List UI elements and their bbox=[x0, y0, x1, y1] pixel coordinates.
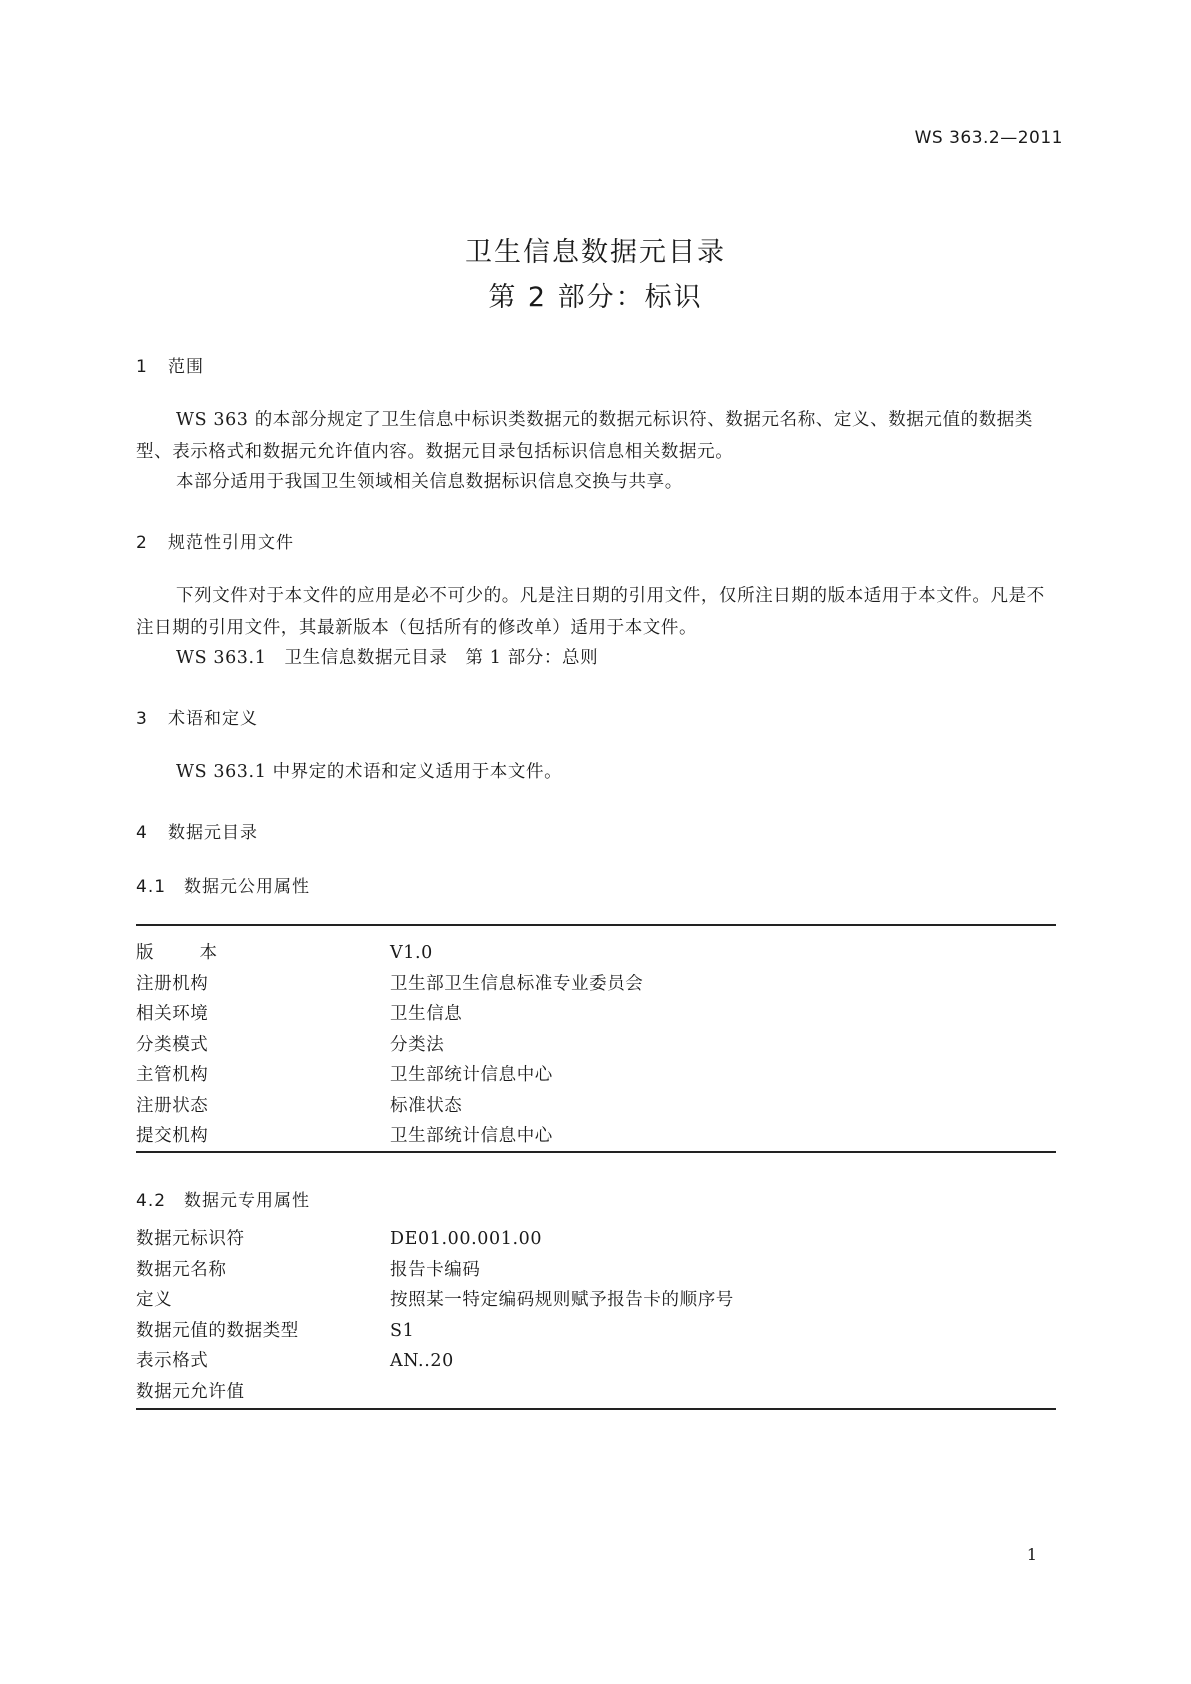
section-title: 范围 bbox=[168, 357, 204, 377]
table-top-rule bbox=[136, 924, 1056, 926]
table-row bbox=[136, 1224, 1056, 1255]
table-row bbox=[136, 1121, 1056, 1152]
attribute-value: 标准状态 bbox=[390, 1095, 463, 1116]
section-number: 3 bbox=[136, 709, 148, 729]
attribute-value: 报告卡编码 bbox=[390, 1259, 481, 1280]
table-row bbox=[136, 1060, 1056, 1091]
attribute-value: 卫生部统计信息中心 bbox=[390, 1065, 553, 1085]
section-1-paragraph-1: WS 363 的本部分规定了卫生信息中标识类数据元的数据元标识符、数据元名称、定义、数据元值的数据类型、表示格式和数据元允许值内容。数据元目录包括标识信息相关数据元。 bbox=[136, 410, 1033, 462]
section-4-2-heading bbox=[136, 1186, 310, 1211]
section-title: 数据元公用属性 bbox=[184, 877, 310, 897]
table-bottom-rule bbox=[136, 1151, 1056, 1153]
document-subtitle: 第 2 部分：标识 bbox=[488, 282, 703, 313]
section-4-1-heading bbox=[136, 872, 310, 897]
table-row bbox=[136, 1285, 1056, 1316]
attribute-key: 表示格式 bbox=[136, 1351, 209, 1371]
section-title: 数据元目录 bbox=[168, 823, 258, 843]
attribute-value: V1.0 bbox=[390, 943, 433, 963]
attribute-key: 主管机构 bbox=[136, 1065, 209, 1085]
attribute-key: 版本 bbox=[136, 943, 263, 963]
table-row bbox=[136, 1091, 1056, 1122]
section-1-paragraph-2: 本部分适用于我国卫生领域相关信息数据标识信息交换与共享。 bbox=[176, 472, 683, 492]
attribute-key: 数据元标识符 bbox=[136, 1229, 245, 1249]
table-row bbox=[136, 1377, 1056, 1408]
attribute-key: 提交机构 bbox=[136, 1126, 209, 1146]
attribute-key: 注册机构 bbox=[136, 973, 209, 994]
table-row bbox=[136, 969, 1056, 1000]
table-row bbox=[136, 1346, 1056, 1377]
document-title: 卫生信息数据元目录 bbox=[465, 237, 726, 268]
attribute-key: 定义 bbox=[136, 1290, 173, 1310]
common-attributes-table bbox=[136, 938, 1056, 1152]
attribute-value: 卫生部统计信息中心 bbox=[390, 1126, 553, 1146]
specific-attributes-table bbox=[136, 1224, 1056, 1407]
attribute-value: DE01.00.001.00 bbox=[390, 1229, 543, 1249]
attribute-value bbox=[390, 1377, 1056, 1408]
section-3-heading bbox=[136, 704, 258, 729]
page-number: 1 bbox=[1026, 1545, 1037, 1564]
section-number: 1 bbox=[136, 357, 148, 377]
table-row bbox=[136, 938, 1056, 969]
attribute-value: S1 bbox=[390, 1320, 415, 1341]
attribute-key: 相关环境 bbox=[136, 1004, 209, 1024]
section-number: 4.2 bbox=[136, 1191, 167, 1211]
section-title: 数据元专用属性 bbox=[184, 1191, 310, 1211]
attribute-key: 数据元名称 bbox=[136, 1259, 227, 1280]
section-number: 4 bbox=[136, 823, 148, 843]
section-number: 4.1 bbox=[136, 877, 167, 897]
section-2-paragraph-1: 下列文件对于本文件的应用是必不可少的。凡是注日期的引用文件，仅所注日期的版本适用于本文件。凡是不注日期的引用文件，其最新版本（包括所有的修改单）适用于本文件。 bbox=[136, 586, 1045, 638]
document-number: WS 363.2—2011 bbox=[914, 128, 1063, 148]
section-4-heading bbox=[136, 818, 258, 843]
section-1-heading bbox=[136, 352, 204, 377]
attribute-key: 数据元允许值 bbox=[136, 1381, 245, 1402]
section-title: 规范性引用文件 bbox=[168, 533, 294, 553]
attribute-value: 分类法 bbox=[390, 1034, 445, 1055]
attribute-key: 数据元值的数据类型 bbox=[136, 1320, 299, 1341]
attribute-key: 分类模式 bbox=[136, 1034, 209, 1055]
section-3-paragraph-1: WS 363.1 中界定的术语和定义适用于本文件。 bbox=[176, 762, 563, 782]
table-row bbox=[136, 1316, 1056, 1347]
attribute-key: 注册状态 bbox=[136, 1095, 209, 1116]
section-2-heading bbox=[136, 528, 294, 553]
attribute-value: 卫生信息 bbox=[390, 1004, 463, 1024]
section-2-reference: WS 363.1 卫生信息数据元目录 第 1 部分：总则 bbox=[176, 648, 599, 668]
table-row bbox=[136, 1255, 1056, 1286]
table-bottom-rule bbox=[136, 1408, 1056, 1410]
attribute-value: AN..20 bbox=[390, 1351, 454, 1371]
attribute-value: 卫生部卫生信息标准专业委员会 bbox=[390, 973, 644, 994]
section-number: 2 bbox=[136, 533, 148, 553]
table-row bbox=[136, 999, 1056, 1030]
attribute-value: 按照某一特定编码规则赋予报告卡的顺序号 bbox=[390, 1290, 734, 1310]
section-title: 术语和定义 bbox=[168, 709, 258, 729]
table-row bbox=[136, 1030, 1056, 1061]
